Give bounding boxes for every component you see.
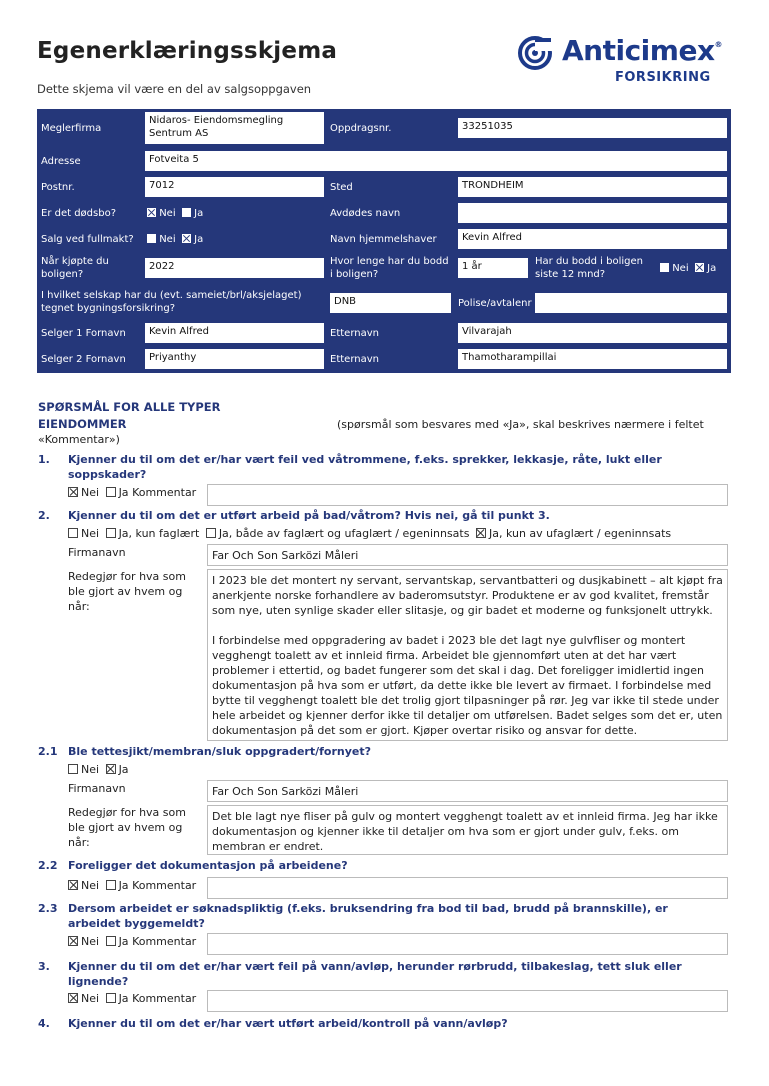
selger2-etternavn-field[interactable]: Thamotharampillai bbox=[458, 349, 727, 369]
bodd12-label: Har du bodd i boligen siste 12 mnd? bbox=[535, 256, 643, 280]
q2-paragraph-2: I forbindelse med oppgradering av badet i 2023 ble det lagt nye gulvfliser og montert vegghengt toalett av et innleid firma. Arbeidet ble gjennomført uten at det har vært problemer i ettertid, og badet fungerer som det skal i dag. Det foreligger imidlertid ingen dokumentasjon på hva som er utført, da dette ikke ble levert av firmaet. I forbindelse med bytte til vegghengt toalett ble det trolig gjort tilpasninger på rør. Jeg var ikke til stede under hele arbeidet og kjenner derfor ikke til detaljer om utførelsen. Badet selges som det er, uten dokumentasjon på det som er gjort. Kjøper overtar risiko og ansvar for dette. bbox=[212, 634, 723, 737]
q2-begge-checkbox[interactable] bbox=[206, 528, 216, 538]
logo-brand: Anticimex® bbox=[562, 34, 723, 67]
q22-nei-checkbox[interactable] bbox=[68, 880, 78, 890]
q3-ja-checkbox[interactable] bbox=[106, 993, 116, 1003]
dodsbo-nei-checkbox[interactable] bbox=[147, 208, 156, 217]
q2-nei-checkbox[interactable] bbox=[68, 528, 78, 538]
q2-redegjor-label: Redegjør for hva som ble gjort av hvem og når: bbox=[68, 570, 186, 613]
fullmakt-options: Nei Ja bbox=[147, 233, 203, 246]
hjemmelshaver-label: Navn hjemmelshaver bbox=[330, 234, 437, 245]
fullmakt-nei-checkbox[interactable] bbox=[147, 234, 156, 243]
bodd12-nei-checkbox[interactable] bbox=[660, 263, 669, 272]
q21-ja-checkbox[interactable] bbox=[106, 764, 116, 774]
q4-text: Kjenner du til om det er/har vært utført arbeid/kontroll på vann/avløp? bbox=[68, 1017, 508, 1030]
meglerfirma-label: Meglerfirma bbox=[41, 123, 102, 134]
q21-number: 2.1 bbox=[38, 745, 58, 758]
q2-paragraph-1: I 2023 ble det montert ny servant, servantskap, servantbatteri og dusjkabinett – alt kjøpt fra anerkjente norske forhandlere av baderomsutstyr. Produktene er av god kvalitet, fremstår som nye, uten synlige skader eller slitasje, og gir badet et moderne og funksjonelt uttrykk. bbox=[212, 574, 723, 617]
bodd12-ja-checkbox[interactable] bbox=[695, 263, 704, 272]
q22-number: 2.2 bbox=[38, 859, 58, 872]
hjemmelshaver-field[interactable]: Kevin Alfred bbox=[458, 229, 727, 249]
sted-field[interactable]: TRONDHEIM bbox=[458, 177, 727, 197]
q2-options: Nei Ja, kun faglært Ja, både av faglært og ufaglært / egeninnsats Ja, kun av ufaglært / egeninnsats bbox=[68, 527, 671, 540]
dodsbo-label: Er det dødsbo? bbox=[41, 208, 117, 219]
dodsbo-ja-checkbox[interactable] bbox=[182, 208, 191, 217]
selger1-etternavn-label: Etternavn bbox=[330, 328, 379, 339]
q4-number: 4. bbox=[38, 1017, 50, 1030]
q2-text: Kjenner du til om det er utført arbeid på bad/våtrom? Hvis nei, gå til punkt 3. bbox=[68, 509, 550, 522]
q21-redegjor-label: Redegjør for hva som ble gjort av hvem og når: bbox=[68, 806, 186, 849]
oppdragsnr-field[interactable]: 33251035 bbox=[458, 118, 727, 138]
q23-number: 2.3 bbox=[38, 902, 58, 915]
q2-faglaert-checkbox[interactable] bbox=[106, 528, 116, 538]
polise-label: Polise/avtalenr bbox=[458, 298, 532, 309]
q22-options: Nei Ja Kommentar bbox=[68, 879, 196, 892]
adresse-label: Adresse bbox=[41, 156, 81, 167]
q2-ufaglaert-checkbox[interactable] bbox=[476, 528, 486, 538]
selger2-etternavn-label: Etternavn bbox=[330, 354, 379, 365]
avdodes-field[interactable] bbox=[458, 203, 727, 223]
q3-options: Nei Ja Kommentar bbox=[68, 992, 196, 1005]
q2-number: 2. bbox=[38, 509, 50, 522]
q2-firmanavn-label: Firmanavn bbox=[68, 546, 126, 559]
q3-nei-checkbox[interactable] bbox=[68, 993, 78, 1003]
q23-options: Nei Ja Kommentar bbox=[68, 935, 196, 948]
selger2-fornavn-field[interactable]: Priyanthy bbox=[145, 349, 324, 369]
postnr-field[interactable]: 7012 bbox=[145, 177, 324, 197]
selger1-fornavn-field[interactable]: Kevin Alfred bbox=[145, 323, 324, 343]
q1-options: Nei Ja Kommentar bbox=[68, 486, 196, 499]
q1-number: 1. bbox=[38, 453, 50, 466]
q1-nei-checkbox[interactable] bbox=[68, 487, 78, 497]
meglerfirma-field[interactable]: Nidaros- Eiendomsmegling Sentrum AS bbox=[145, 112, 324, 144]
section-title-line1: SPØRSMÅL FOR ALLE TYPER bbox=[38, 400, 221, 414]
q23-ja-checkbox[interactable] bbox=[106, 936, 116, 946]
q23-text: Dersom arbeidet er søknadspliktig (f.eks. bruksendring fra bod til bad, brudd på brannskille), er arbeidet byggemeldt? bbox=[68, 902, 668, 930]
q23-kommentar-field[interactable] bbox=[207, 933, 728, 955]
kjopte-field[interactable]: 2022 bbox=[145, 258, 324, 278]
anticimex-logo bbox=[517, 36, 737, 88]
oppdragsnr-label: Oppdragsnr. bbox=[330, 123, 392, 134]
q3-number: 3. bbox=[38, 960, 50, 973]
logo-swirl-icon bbox=[517, 36, 557, 70]
postnr-label: Postnr. bbox=[41, 182, 75, 193]
bodd12-options: Nei Ja bbox=[660, 262, 716, 275]
section-title-line2: EIENDOMMER bbox=[38, 417, 127, 431]
q21-firmanavn-label: Firmanavn bbox=[68, 782, 126, 795]
selger1-etternavn-field[interactable]: Vilvarajah bbox=[458, 323, 727, 343]
avdodes-label: Avdødes navn bbox=[330, 208, 401, 219]
q1-text: Kjenner du til om det er/har vært feil ved våtrommene, f.eks. sprekker, lekkasje, råte, lukt eller soppskader? bbox=[68, 453, 662, 481]
q22-kommentar-field[interactable] bbox=[207, 877, 728, 899]
q22-ja-checkbox[interactable] bbox=[106, 880, 116, 890]
q21-options: Nei Ja bbox=[68, 763, 129, 776]
fullmakt-ja-checkbox[interactable] bbox=[182, 234, 191, 243]
q22-text: Foreligger det dokumentasjon på arbeidene? bbox=[68, 859, 348, 872]
q2-firmanavn-field[interactable]: Far Och Son Sarközi Måleri bbox=[207, 544, 728, 566]
q21-text: Ble tettesjikt/membran/sluk oppgradert/fornyet? bbox=[68, 745, 371, 758]
q3-text: Kjenner du til om det er/har vært feil på vann/avløp, herunder rørbrudd, tilbakeslag, tett sluk eller lignende? bbox=[68, 960, 682, 988]
bodd-field[interactable]: 1 år bbox=[458, 258, 528, 278]
q2-redegjor-field[interactable] bbox=[207, 569, 728, 741]
q21-nei-checkbox[interactable] bbox=[68, 764, 78, 774]
dodsbo-options: Nei Ja bbox=[147, 207, 203, 220]
q21-firmanavn-field[interactable]: Far Och Son Sarközi Måleri bbox=[207, 780, 728, 802]
selskap-field[interactable]: DNB bbox=[330, 293, 451, 313]
kjopte-label: Når kjøpte du boligen? bbox=[41, 256, 109, 280]
sted-label: Sted bbox=[330, 182, 353, 193]
selskap-label: I hvilket selskap har du (evt. sameiet/brl/aksjelaget) tegnet bygningsforsikring? bbox=[41, 290, 302, 314]
page-subtitle: Dette skjema vil være en del av salgsoppgaven bbox=[37, 82, 312, 96]
section-note-line1: (spørsmål som besvares med «Ja», skal beskrives nærmere i feltet bbox=[337, 418, 704, 431]
fullmakt-label: Salg ved fullmakt? bbox=[41, 234, 134, 245]
page-title: Egenerklæringsskjema bbox=[37, 38, 338, 64]
q23-nei-checkbox[interactable] bbox=[68, 936, 78, 946]
q1-ja-checkbox[interactable] bbox=[106, 487, 116, 497]
selger1-label: Selger 1 Fornavn bbox=[41, 328, 126, 339]
selger2-label: Selger 2 Fornavn bbox=[41, 354, 126, 365]
adresse-field[interactable]: Fotveita 5 bbox=[145, 151, 727, 171]
polise-field[interactable] bbox=[535, 293, 727, 313]
logo-sub: FORSIKRING bbox=[615, 70, 711, 85]
seller-info-panel bbox=[37, 109, 731, 373]
q21-redegjor-field[interactable]: Det ble lagt nye fliser på gulv og montert vegghengt toalett av et innleid firma. Jeg har ikke dokumentasjon og kjenner ikke til detaljer om hva som er gjort under gulv, f.eks. om membran er endret. bbox=[207, 805, 728, 855]
q1-kommentar-field[interactable] bbox=[207, 484, 728, 506]
q3-kommentar-field[interactable] bbox=[207, 990, 728, 1012]
section-note-line2: «Kommentar») bbox=[38, 433, 120, 446]
bodd-label: Hvor lenge har du bodd i boligen? bbox=[330, 256, 449, 280]
